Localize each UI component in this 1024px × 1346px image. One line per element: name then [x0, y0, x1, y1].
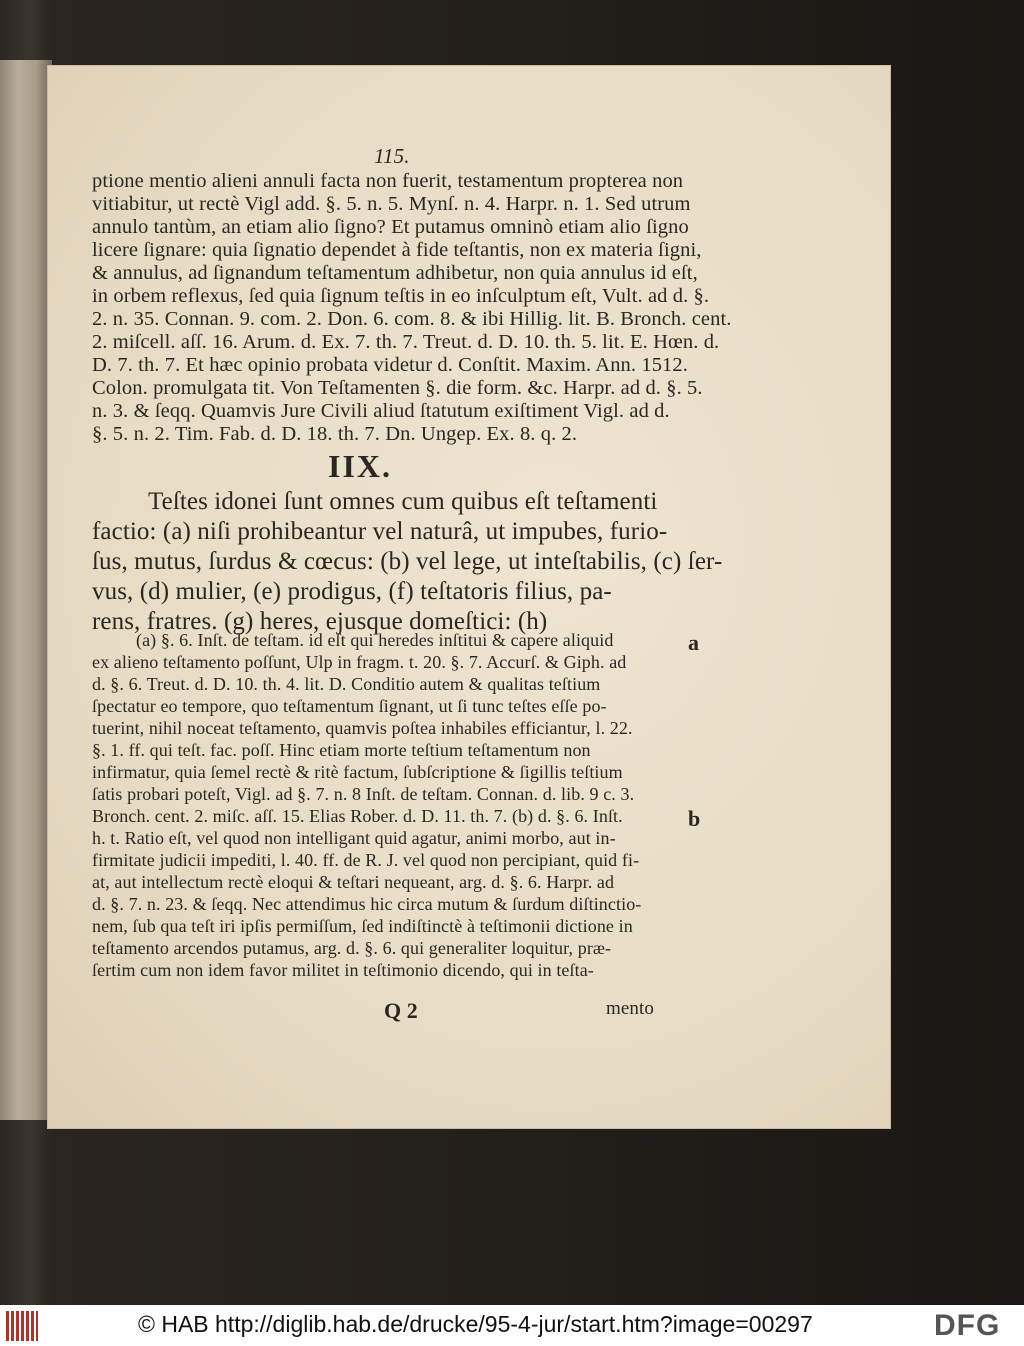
- section-line: ſus, mutus, ſurdus & cœcus: (b) vel lege, ut inteſtabilis, (c) ſer-: [92, 548, 723, 575]
- body-line: in orbem reflexus, ſed quia ſignum teſtis in eo inſculptum eſt, Vult. ad d. §.: [92, 285, 710, 307]
- note-line: d. §. 7. n. 23. & ſeqq. Nec attendimus hic circa mutum & ſurdum diſtinctio-: [92, 894, 642, 914]
- body-line: 2. miſcell. aſſ. 16. Arum. d. Ex. 7. th. 7. Treut. d. D. 10. th. 5. lit. E. Hœn. d.: [92, 331, 720, 353]
- signature-mark: Q 2: [384, 998, 418, 1023]
- marginal-letter-b: b: [688, 806, 701, 831]
- note-line: ex alieno teſtamento poſſunt, Ulp in fragm. t. 20. §. 7. Accurſ. & Giph. ad: [92, 652, 627, 672]
- body-line: ptione mentio alieni annuli facta non fuerit, testamentum propterea non: [92, 170, 684, 192]
- footer-copyright-link[interactable]: © HAB http://diglib.hab.de/drucke/95-4-jur/start.htm?image=00297: [138, 1311, 813, 1337]
- section-line: rens, fratres. (g) heres, ejusque domeſtici: (h): [92, 608, 548, 635]
- note-line: h. t. Ratio eſt, vel quod non intelligant quid agatur, animi morbo, aut in-: [92, 828, 616, 848]
- note-line: infirmatur, quia ſemel rectè & ritè factum, ſubſcriptione & ſigillis teſtium: [92, 762, 623, 782]
- note-line: teſtamento arcendos putamus, arg. d. §. 6. qui generaliter loquitur, præ-: [92, 938, 612, 958]
- section-line: vus, (d) mulier, (e) prodigus, (f) teſtatoris filius, pa-: [92, 578, 612, 605]
- body-line: & annulus, ad ſignandum teſtamentum adhibetur, non quia annulus id eſt,: [92, 262, 698, 284]
- section-line: Teſtes idonei ſunt omnes cum quibus eſt teſtamenti: [148, 488, 658, 515]
- note-line: ſpectatur eo tempore, quo teſtamentum ſignant, ut ſi tunc teſtes eſſe po-: [92, 696, 607, 716]
- note-line: §. 1. ff. qui teſt. fac. poſſ. Hinc etiam morte teſtium teſtamentum non: [92, 740, 591, 760]
- body-line: n. 3. & ſeqq. Quamvis Jure Civili aliud ſtatutum exiſtiment Vigl. ad d.: [92, 400, 670, 422]
- book-page: [48, 66, 890, 1128]
- note-line: tuerint, nihil noceat teſtamento, quamvis poſtea inhabiles efficiantur, l. 22.: [92, 718, 633, 738]
- note-line: Bronch. cent. 2. miſc. aſſ. 15. Elias Rober. d. D. 11. th. 7. (b) d. §. 6. Inſt.: [92, 806, 623, 826]
- section-heading: IIX.: [328, 448, 393, 484]
- footer-bar: [0, 1305, 1024, 1346]
- catchword: mento: [606, 998, 654, 1019]
- body-line: §. 5. n. 2. Tim. Fab. d. D. 18. th. 7. Dn. Ungep. Ex. 8. q. 2.: [92, 423, 578, 445]
- note-line: firmitate judicii impediti, l. 40. ff. de R. J. vel quod non percipiant, quid fi-: [92, 850, 640, 870]
- body-line: 2. n. 35. Connan. 9. com. 2. Don. 6. com. 8. & ibi Hillig. lit. B. Bronch. cent.: [92, 308, 732, 330]
- marginal-letter-a: a: [688, 630, 699, 655]
- note-line: at, aut intellectum rectè eloqui & teſtari nequeant, arg. d. §. 6. Harpr. ad: [92, 872, 615, 892]
- body-line: licere ſignare: quia ſignatio dependet à fide teſtantis, non ex materia ſigni,: [92, 239, 702, 261]
- note-line: nem, ſub qua teſt iri ipſis permiſſum, ſed indiſtinctè à teſtimonii dictione in: [92, 916, 633, 936]
- note-line: d. §. 6. Treut. d. D. 10. th. 4. lit. D. Conditio autem & qualitas teſtium: [92, 674, 601, 694]
- body-line: vitiabitur, ut rectè Vigl add. §. 5. n. 5. Mynſ. n. 4. Harpr. n. 1. Sed utrum: [92, 193, 691, 215]
- library-logo-icon: [6, 1311, 38, 1341]
- note-line: ſatis probari poteſt, Vigl. ad §. 7. n. 8 Inſt. de teſtam. Connan. d. lib. 9 c. 3.: [92, 784, 635, 804]
- section-line: factio: (a) niſi prohibeantur vel naturâ, ut impubes, furio-: [92, 518, 668, 545]
- page-number: 115.: [374, 144, 410, 168]
- note-line: (a) §. 6. Inſt. de teſtam. id eſt qui heredes inſtitui & capere aliquid: [136, 630, 614, 650]
- body-line: D. 7. th. 7. Et hæc opinio probata videtur d. Conſtit. Maxim. Ann. 1512.: [92, 354, 688, 376]
- note-line: ſertim cum non idem favor militet in teſtimonio dicendo, qui in teſta-: [92, 960, 594, 980]
- body-line: annulo tantùm, an etiam alio ſigno? Et putamus omninò etiam alio ſigno: [92, 216, 689, 238]
- facing-page-edge: [0, 60, 52, 1120]
- body-line: Colon. promulgata tit. Von Teſtamenten §. die form. &c. Harpr. ad d. §. 5.: [92, 377, 703, 399]
- dfg-logo: DFG: [934, 1309, 1001, 1342]
